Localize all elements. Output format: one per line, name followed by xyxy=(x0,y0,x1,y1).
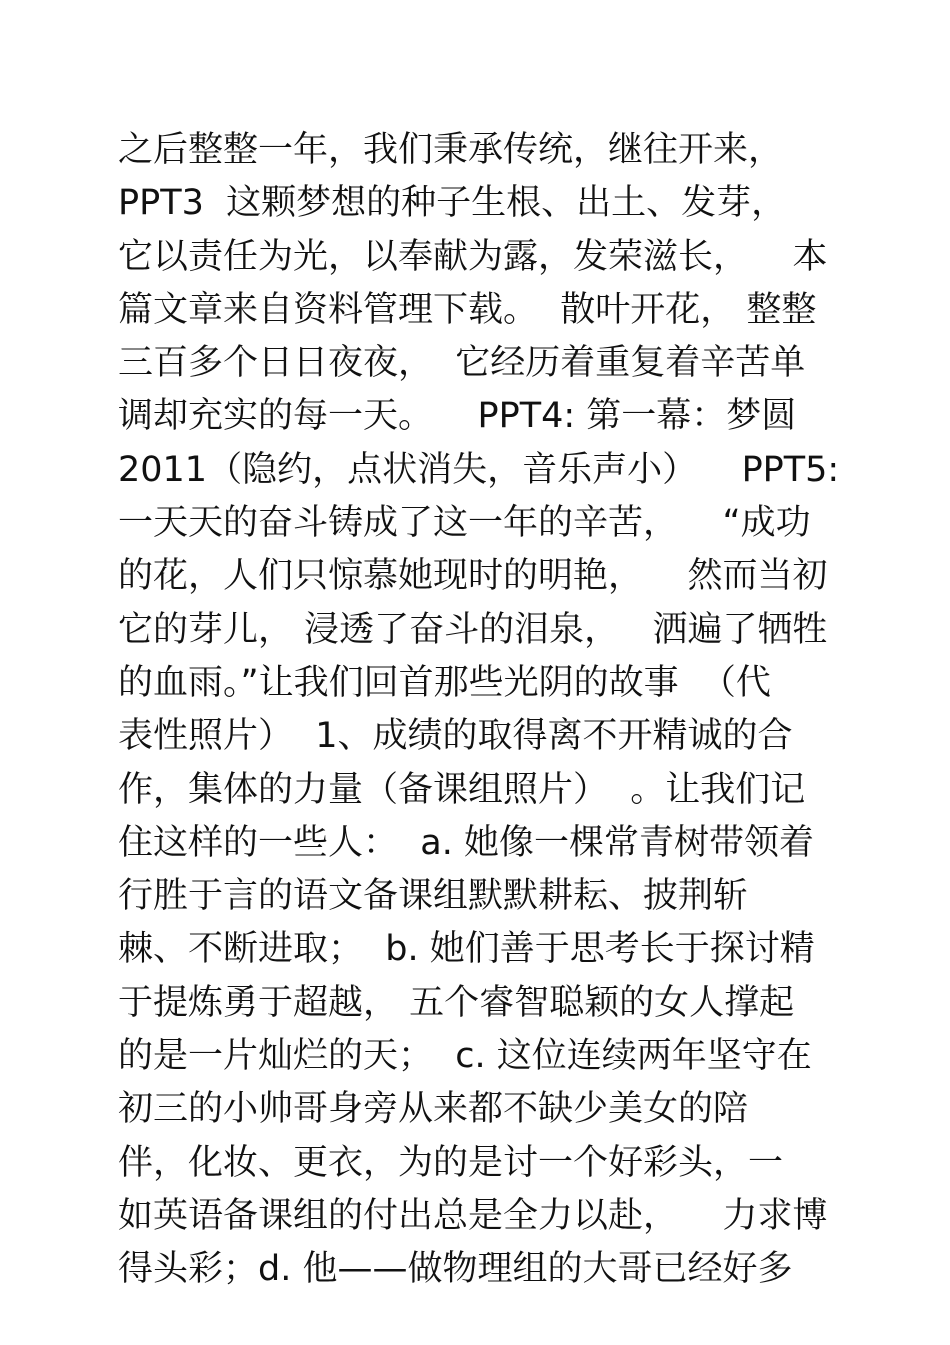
text-line: 得头彩；d. 他——做物理组的大哥已经好多 xyxy=(118,1249,793,1290)
text-line: 住这样的一些人： a. 她像一棵常青树带领着 xyxy=(118,822,814,863)
text-line: 的花，人们只惊慕她现时的明艳， 然而当初 xyxy=(118,556,828,597)
text-line: 调却充实的每一天。 PPT4: 第一幕：梦圆 xyxy=(118,396,797,437)
text-line: 它的芽儿， 浸透了奋斗的泪泉， 洒遍了牺牲 xyxy=(118,609,828,650)
text-line: 三百多个日日夜夜， 它经历着重复着辛苦单 xyxy=(118,343,806,384)
text-line: PPT3 这颗梦想的种子生根、出土、发芽， xyxy=(118,183,787,224)
text-line: 2011（隐约，点状消失，音乐声小） PPT5: xyxy=(118,449,840,490)
text-line: 于提炼勇于超越， 五个睿智聪颖的女人撑起 xyxy=(118,982,795,1023)
text-line: 棘、不断进取； b. 她们善于思考长于探讨精 xyxy=(118,929,815,970)
text-line: 之后整整一年，我们秉承传统，继往开来， xyxy=(118,130,784,170)
text-line: 一天天的奋斗铸成了这一年的辛苦， “成功 xyxy=(118,503,811,544)
text-line: 的是一片灿烂的天； c. 这位连续两年坚守在 xyxy=(118,1036,812,1077)
text-line: 伴，化妆、更衣，为的是讨一个好彩头，一 xyxy=(118,1142,784,1183)
text-line: 它以责任为光，以奉献为露，发荣滋长， 本 xyxy=(118,236,828,277)
text-line: 行胜于言的语文备课组默默耕耘、披荆斩 xyxy=(118,876,749,917)
text-line: 初三的小帅哥身旁从来都不缺少美女的陪 xyxy=(118,1089,749,1130)
text-line: 如英语备课组的付出总是全力以赴， 力求博 xyxy=(118,1195,828,1236)
text-line: 作，集体的力量（备课组照片） 。让我们记 xyxy=(118,769,806,810)
text-line: 表性照片） 1、成绩的取得离不开精诚的合 xyxy=(118,716,793,757)
document-body-text xyxy=(118,124,838,1297)
text-line: 的血雨。”让我们回首那些光阴的故事 （代 xyxy=(118,662,771,703)
text-line: 篇文章来自资料管理下载。 散叶开花， 整整 xyxy=(118,289,817,330)
